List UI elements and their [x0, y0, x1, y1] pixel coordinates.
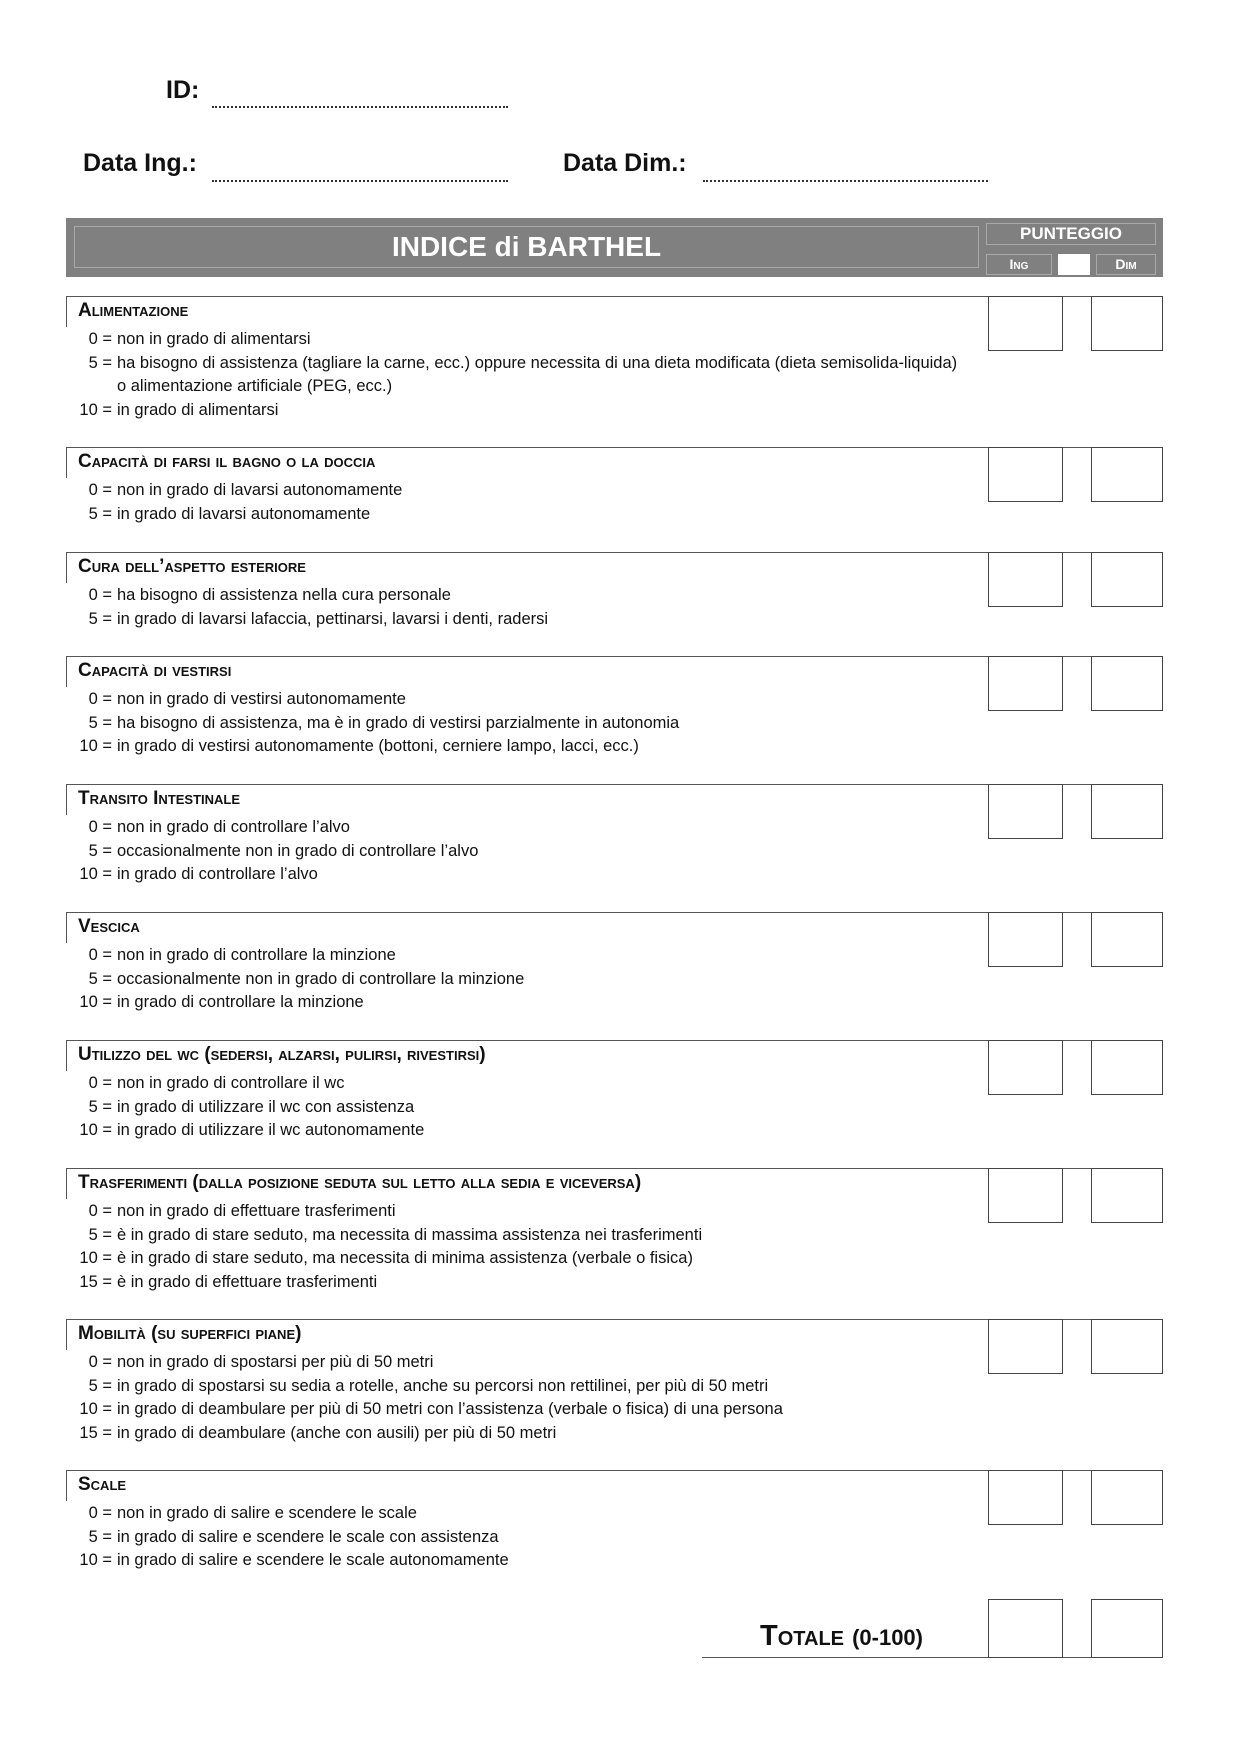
list-item [66, 968, 966, 992]
item-equals: = [97, 946, 112, 964]
item-score-value [66, 503, 117, 527]
section-title: Capacità di vestirsi [78, 660, 232, 681]
title-bar [66, 218, 1163, 277]
score-ing-box[interactable] [988, 1319, 1063, 1374]
score-dim-box[interactable] [1091, 1168, 1163, 1223]
item-equals: = [97, 1504, 112, 1522]
item-score-value [66, 328, 117, 352]
item-score-value [66, 1072, 117, 1096]
section [66, 447, 990, 523]
item-description: ha bisogno di assistenza, ma è in grado di vestirsi parzialmente in autonomia [117, 713, 680, 732]
item-score-value [66, 991, 117, 1015]
item-score-value [66, 1119, 117, 1143]
list-item [66, 503, 966, 527]
item-score-number: 10 [79, 993, 98, 1011]
list-item [66, 1224, 966, 1248]
section [66, 296, 990, 419]
id-field[interactable] [212, 106, 508, 108]
section-items [66, 688, 966, 759]
section-header [66, 296, 990, 327]
item-equals: = [97, 481, 112, 499]
list-item [66, 1351, 966, 1375]
item-description: in grado di salire e scendere le scale autonomamente [117, 1551, 509, 1569]
list-item [66, 816, 966, 840]
item-equals: = [97, 737, 112, 755]
score-header [986, 218, 1163, 277]
list-item [66, 735, 966, 759]
item-description: non in grado di spostarsi per più di 50 metri [117, 1353, 434, 1371]
item-score-value [66, 584, 117, 608]
item-description: non in grado di lavarsi autonomamente [117, 481, 403, 499]
section [66, 1040, 990, 1139]
item-score-number: 5 [88, 609, 98, 628]
section-title: Alimentazione [78, 300, 189, 321]
item-score-value [66, 944, 117, 968]
list-item [66, 1422, 966, 1446]
item-description: non in grado di controllare il wc [117, 1074, 345, 1092]
item-equals: = [97, 504, 112, 523]
score-ing-box[interactable] [988, 784, 1063, 839]
item-equals: = [97, 690, 112, 708]
item-score-value [66, 1502, 117, 1526]
section-title: Capacità di farsi il bagno o la doccia [78, 451, 376, 472]
item-equals: = [97, 1202, 112, 1220]
item-score-number: 10 [79, 1249, 98, 1267]
item-description: in grado di deambulare (anche con ausili) per più di 50 metri [117, 1423, 557, 1442]
section-title: Transito Intestinale [78, 788, 241, 809]
item-description: è in grado di stare seduto, ma necessita di minima assistenza (verbale o fisica) [117, 1249, 693, 1267]
score-ing-box[interactable] [988, 912, 1063, 967]
item-score-number: 5 [88, 841, 98, 860]
section-header [66, 912, 990, 943]
section-title: Vescica [78, 916, 140, 937]
section [66, 656, 990, 755]
score-ing-label: Ing [986, 254, 1052, 275]
item-description: non in grado di effettuare trasferimenti [117, 1202, 396, 1220]
list-item [66, 991, 966, 1015]
item-description: non in grado di salire e scendere le scale [117, 1504, 417, 1522]
list-item [66, 1200, 966, 1224]
item-score-value [66, 1398, 117, 1422]
item-score-value [66, 712, 117, 736]
section [66, 1319, 990, 1442]
item-equals: = [97, 586, 112, 604]
score-ing-box[interactable] [988, 447, 1063, 502]
score-ing-box[interactable] [988, 296, 1063, 351]
item-equals: = [97, 400, 112, 419]
section-title: Scale [78, 1474, 127, 1495]
item-score-number: 0 [88, 1202, 98, 1220]
item-score-number: 5 [88, 1376, 98, 1395]
item-score-number: 5 [88, 353, 98, 372]
list-item [66, 608, 966, 632]
section-items [66, 816, 966, 887]
item-equals: = [97, 1121, 112, 1139]
list-item [66, 840, 966, 864]
section-items [66, 1200, 966, 1294]
list-item [66, 712, 966, 736]
item-score-value [66, 479, 117, 503]
score-dim-label: Dim [1096, 254, 1156, 275]
item-score-value [66, 1247, 117, 1271]
section-items [66, 584, 966, 631]
item-description: non in grado di controllare la minzione [117, 946, 396, 964]
item-description: in grado di lavarsi lafaccia, pettinarsi, lavarsi i denti, radersi [117, 609, 549, 628]
section [66, 1470, 990, 1569]
section [66, 1168, 990, 1291]
item-description: non in grado di alimentarsi [117, 330, 311, 348]
item-score-number: 5 [88, 504, 98, 523]
item-score-value [66, 1096, 117, 1120]
item-score-number: 5 [88, 713, 98, 732]
score-ing-box[interactable] [988, 656, 1063, 711]
item-equals: = [97, 865, 112, 883]
item-score-value [66, 1526, 117, 1550]
totale-label [760, 1620, 923, 1653]
item-equals: = [97, 1249, 112, 1267]
section-items [66, 1502, 966, 1573]
totale-range: (0-100) [852, 1625, 923, 1650]
item-description: occasionalmente non in grado di controllare l’alvo [117, 841, 479, 860]
item-description: in grado di deambulare per più di 50 metri con l’assistenza (verbale o fisica) di una persona [117, 1400, 783, 1418]
item-score-value [66, 1422, 117, 1446]
item-equals: = [97, 1400, 112, 1418]
item-score-value [66, 1549, 117, 1573]
list-item [66, 688, 966, 712]
score-dim-box[interactable] [1091, 552, 1163, 607]
item-score-value [66, 863, 117, 887]
score-dim-box[interactable] [1091, 656, 1163, 711]
item-equals: = [97, 1527, 112, 1546]
section [66, 552, 990, 628]
score-dim-box[interactable] [1091, 1319, 1163, 1374]
section-items [66, 328, 966, 422]
item-score-value [66, 1200, 117, 1224]
item-equals: = [97, 1423, 112, 1442]
section-title: Utilizzo del wc (sedersi, alzarsi, pulirsi, rivestirsi) [78, 1044, 486, 1065]
list-item [66, 863, 966, 887]
item-score-value [66, 608, 117, 632]
totale-text: Totale [760, 1620, 845, 1652]
totale-ing-box[interactable] [988, 1599, 1063, 1658]
item-equals: = [97, 609, 112, 628]
section-items [66, 1072, 966, 1143]
data-dim-field[interactable] [703, 180, 988, 182]
totale-dim-box[interactable] [1091, 1599, 1163, 1658]
item-score-number: 15 [79, 1272, 98, 1291]
score-dim-box[interactable] [1091, 784, 1163, 839]
item-description: ha bisogno di assistenza nella cura personale [117, 586, 451, 604]
list-item [66, 1526, 966, 1550]
data-ing-field[interactable] [212, 180, 508, 182]
score-dim-box[interactable] [1091, 912, 1163, 967]
section-items [66, 944, 966, 1015]
item-score-value [66, 1224, 117, 1248]
item-description: in grado di controllare l’alvo [117, 865, 318, 883]
score-dim-box[interactable] [1091, 447, 1163, 502]
item-score-number: 10 [79, 1551, 98, 1569]
item-description: è in grado di effettuare trasferimenti [117, 1272, 378, 1291]
item-score-value [66, 399, 117, 423]
section-title: Mobilità (su superfici piane) [78, 1323, 302, 1344]
item-equals: = [97, 841, 112, 860]
item-equals: = [97, 353, 112, 372]
item-score-value [66, 688, 117, 712]
section-header [66, 1470, 990, 1501]
item-description: in grado di utilizzare il wc autonomamente [117, 1121, 425, 1139]
id-label: ID: [166, 76, 200, 104]
score-dim-box[interactable] [1091, 1470, 1163, 1525]
item-score-number: 10 [79, 1121, 98, 1139]
item-score-value [66, 1351, 117, 1375]
item-score-number: 5 [88, 1097, 98, 1116]
item-description: in grado di utilizzare il wc con assistenza [117, 1097, 415, 1116]
item-score-number: 5 [88, 1225, 98, 1244]
item-equals: = [97, 1225, 112, 1244]
list-item [66, 1398, 966, 1422]
item-score-number: 5 [88, 969, 98, 988]
item-description: in grado di vestirsi autonomamente (bottoni, cerniere lampo, lacci, ecc.) [117, 737, 639, 755]
score-ing-box[interactable] [988, 1168, 1063, 1223]
item-equals: = [97, 818, 112, 836]
item-equals: = [97, 1074, 112, 1092]
section-items [66, 1351, 966, 1445]
item-score-number: 5 [88, 1527, 98, 1546]
list-item [66, 1375, 966, 1399]
list-item [66, 1072, 966, 1096]
item-description: in grado di spostarsi su sedia a rotelle, anche su percorsi non rettilinei, per più di 50 metri [117, 1376, 769, 1395]
item-score-number: 0 [88, 1504, 98, 1522]
item-score-number: 0 [88, 1353, 98, 1371]
item-description: in grado di lavarsi autonomamente [117, 504, 371, 523]
section [66, 912, 990, 1011]
list-item [66, 1247, 966, 1271]
list-item [66, 479, 966, 503]
item-score-value [66, 968, 117, 992]
score-title: PUNTEGGIO [986, 223, 1156, 245]
item-description: in grado di salire e scendere le scale con assistenza [117, 1527, 499, 1546]
item-score-number: 10 [79, 865, 98, 883]
item-equals: = [97, 1272, 112, 1291]
item-equals: = [97, 969, 112, 988]
item-equals: = [97, 713, 112, 732]
item-score-number: 0 [88, 946, 98, 964]
item-score-value [66, 816, 117, 840]
item-equals: = [97, 1353, 112, 1371]
list-item [66, 944, 966, 968]
item-equals: = [97, 1551, 112, 1569]
item-score-number: 0 [88, 690, 98, 708]
item-score-number: 0 [88, 1074, 98, 1092]
score-dim-box[interactable] [1091, 296, 1163, 351]
item-description: non in grado di vestirsi autonomamente [117, 690, 406, 708]
score-ing-box[interactable] [988, 1470, 1063, 1525]
list-item [66, 1502, 966, 1526]
section-title: Trasferimenti (dalla posizione seduta sul letto alla sedia e viceversa) [78, 1172, 642, 1193]
list-item [66, 1271, 966, 1295]
item-score-number: 0 [88, 586, 98, 604]
section-items [66, 479, 966, 526]
item-score-number: 10 [79, 1400, 98, 1418]
section [66, 784, 990, 883]
section-title: Cura dell’aspetto esteriore [78, 556, 306, 577]
score-dim-box[interactable] [1091, 1040, 1163, 1095]
item-score-value [66, 735, 117, 759]
score-ing-box[interactable] [988, 1040, 1063, 1095]
score-gap [1058, 254, 1090, 275]
item-score-number: 0 [88, 818, 98, 836]
item-score-value [66, 1375, 117, 1399]
list-item [66, 1096, 966, 1120]
list-item [66, 352, 966, 399]
item-description: ha bisogno di assistenza (tagliare la carne, ecc.) oppure necessita di una dieta modificata (dieta semisolida-liquida) o alimentazione artificiale (PEG, ecc.) [117, 353, 958, 395]
item-score-number: 10 [79, 400, 98, 419]
data-ing-label: Data Ing.: [83, 149, 197, 177]
item-equals: = [97, 1097, 112, 1116]
item-score-value [66, 1271, 117, 1295]
score-ing-box[interactable] [988, 552, 1063, 607]
item-score-value [66, 352, 117, 399]
data-dim-label: Data Dim.: [563, 149, 687, 177]
item-equals: = [97, 1376, 112, 1395]
item-score-value [66, 840, 117, 864]
item-equals: = [97, 330, 112, 348]
item-equals: = [97, 993, 112, 1011]
item-description: occasionalmente non in grado di controllare la minzione [117, 969, 525, 988]
list-item [66, 584, 966, 608]
list-item [66, 399, 966, 423]
page-title: INDICE di BARTHEL [74, 226, 979, 268]
item-score-number: 15 [79, 1423, 98, 1442]
list-item [66, 1549, 966, 1573]
item-description: non in grado di controllare l’alvo [117, 818, 350, 836]
item-description: in grado di controllare la minzione [117, 993, 364, 1011]
item-description: è in grado di stare seduto, ma necessita di massima assistenza nei trasferimenti [117, 1225, 703, 1244]
list-item [66, 328, 966, 352]
item-score-number: 0 [88, 481, 98, 499]
item-score-number: 0 [88, 330, 98, 348]
list-item [66, 1119, 966, 1143]
item-description: in grado di alimentarsi [117, 400, 279, 419]
item-score-number: 10 [79, 737, 98, 755]
